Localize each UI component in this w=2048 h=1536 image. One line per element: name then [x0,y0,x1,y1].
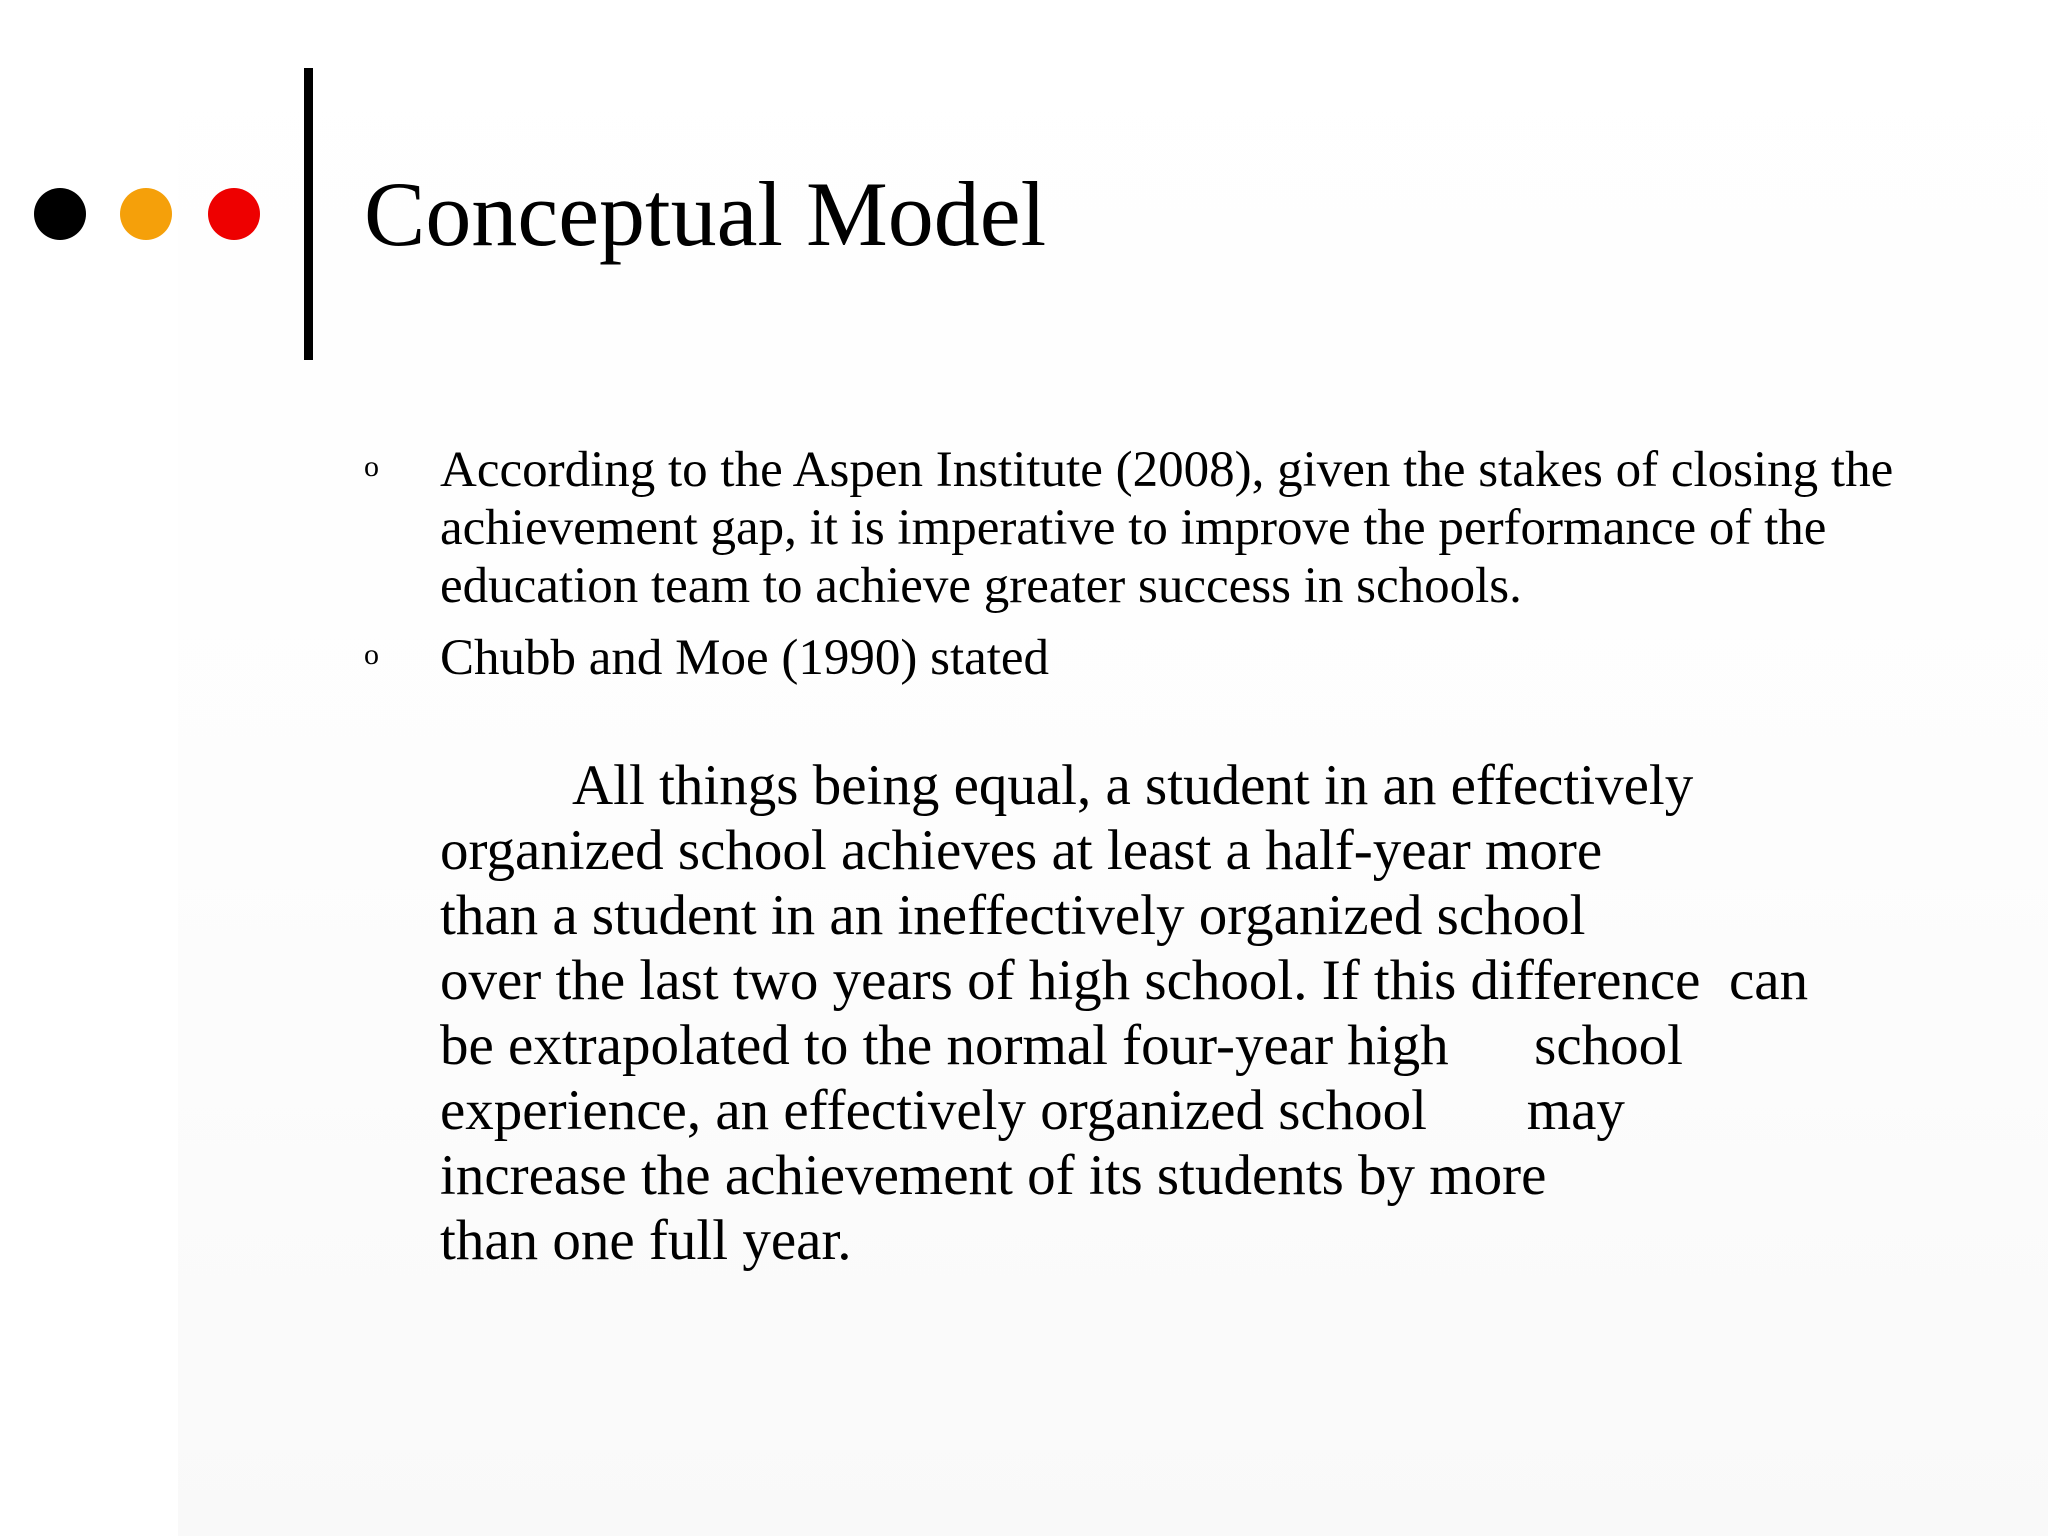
slide-title: Conceptual Model [364,163,1047,265]
quote-block [364,753,2004,1273]
quote-line: All things being equal, a student in an effectively [572,754,1694,817]
bullet-text: According to the Aspen Institute (2008), given the stakes of closing the achievement gap, it is imperative to improve the performance of the education team to achieve greater success in schools. [440,442,1894,614]
quote-line: than one full year. [440,1209,852,1272]
orange-dot-icon [120,188,172,240]
bullet-list [364,441,1944,687]
quote-line: over the last two years of high school. If this difference can [440,949,1809,1012]
quote-line: experience, an effectively organized school may [440,1079,1625,1142]
title-divider [304,68,313,360]
quote-line: be extrapolated to the normal four-year high school [440,1014,1683,1077]
red-dot-icon [208,188,260,240]
quote-line: than a student in an ineffectively organized school [440,884,1586,947]
bullet-item [364,441,1944,615]
quote-line: increase the achievement of its students by more [440,1144,1547,1207]
bullet-text: Chubb and Moe (1990) stated [440,630,1050,686]
bullet-marker-icon: o [364,450,379,483]
quote-line: organized school achieves at least a half-year more [440,819,1603,882]
bullet-marker-icon: o [364,638,379,671]
black-dot-icon [34,188,86,240]
bullet-item [364,629,1944,687]
